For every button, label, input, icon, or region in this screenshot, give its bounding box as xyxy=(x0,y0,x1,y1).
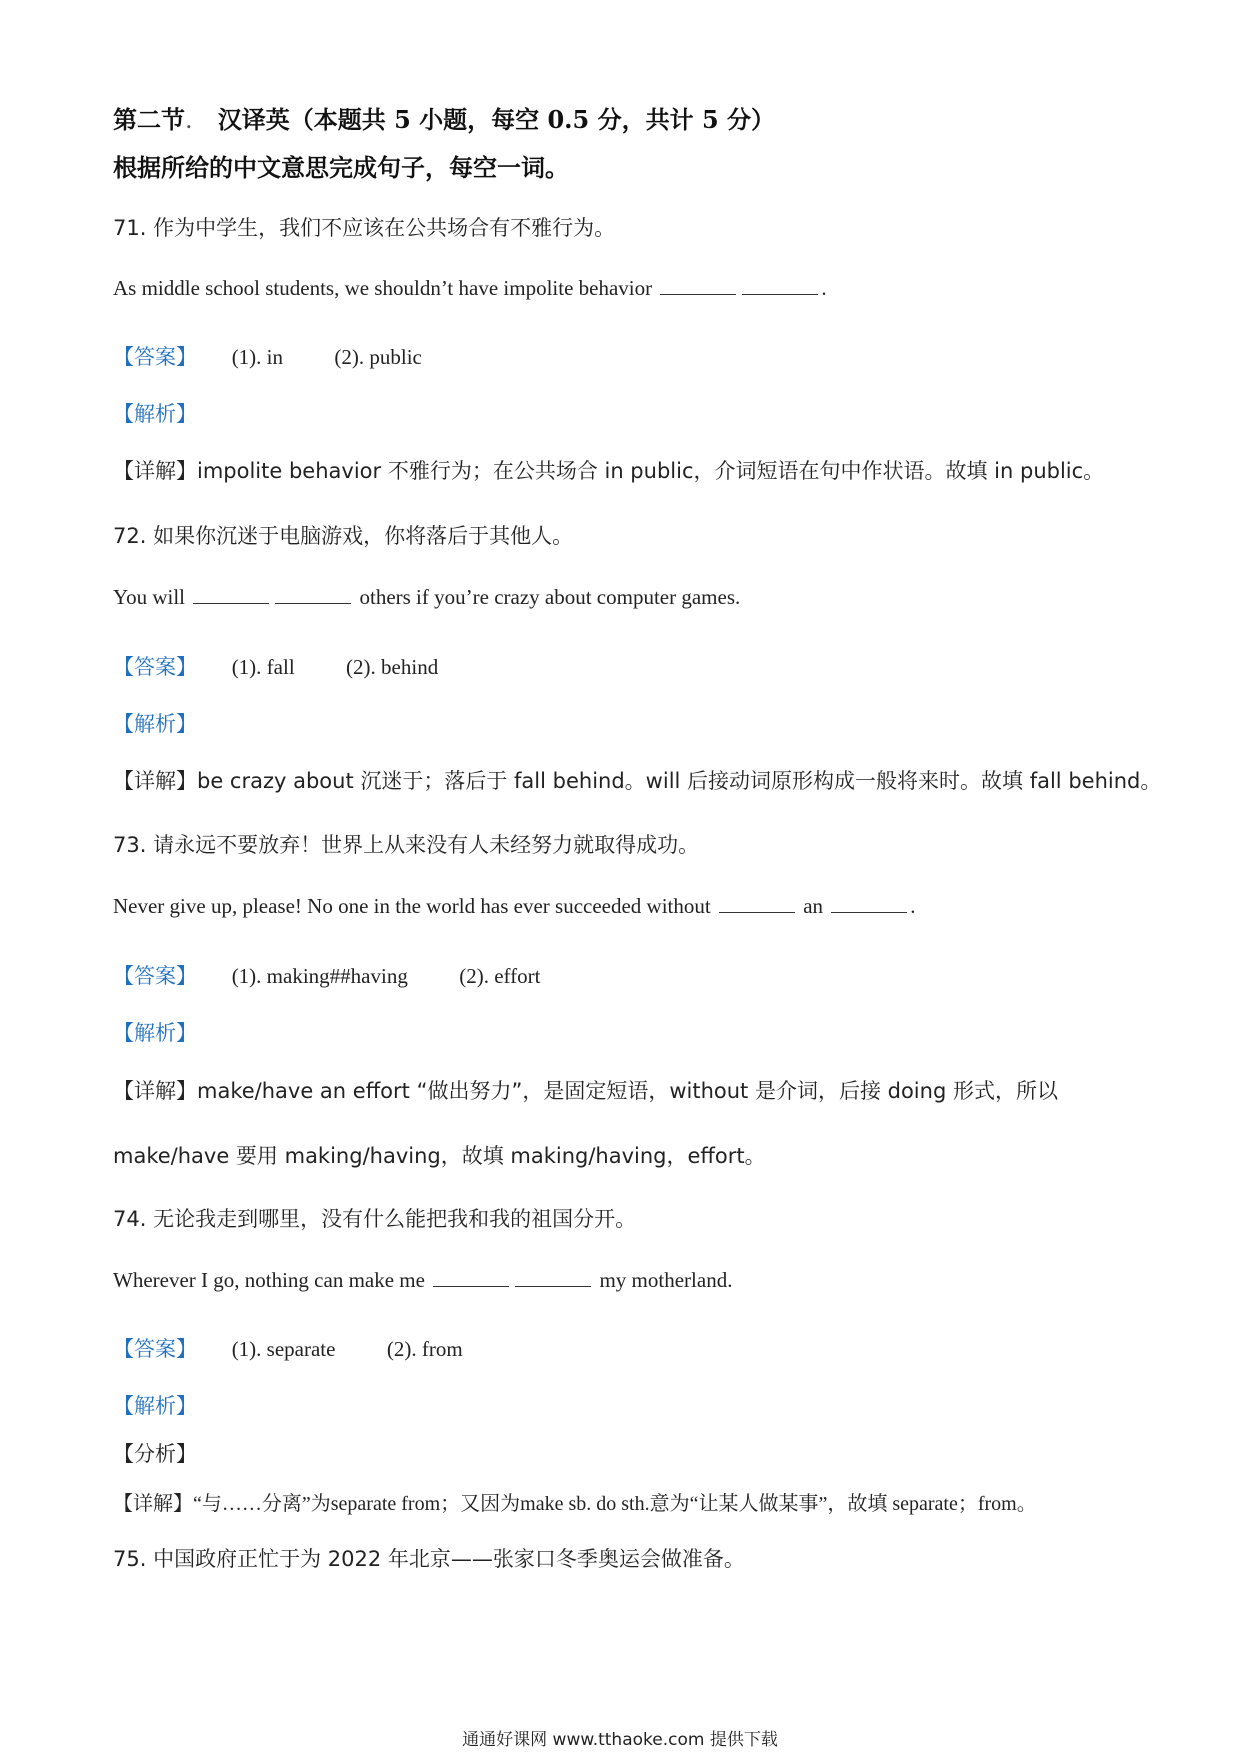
question-75-cn: 75. 中国政府正忙于为 2022 年北京——张家口冬季奥运会做准备。 xyxy=(113,1547,745,1571)
blank-2 xyxy=(742,276,818,295)
question-73-en: Never give up, please! No one in the world has ever succeeded without an . xyxy=(113,894,916,918)
section-heading: 第二节. 汉译英（本题共 5 小题，每空 0.5 分，共计 5 分） xyxy=(113,105,776,134)
fenxi-label-74: 【分析】 xyxy=(113,1442,197,1466)
blank-1 xyxy=(719,894,795,913)
detail-74: 【详解】“与……分离”为separate from；又因为make sb. do sth.意为“让某人做某事”，故填 separate；from。 xyxy=(113,1491,1037,1515)
detail-73-line1: 【详解】make/have an effort “做出努力”，是固定短语，without 是介词，后接 doing 形式，所以 xyxy=(113,1079,1058,1103)
answer-71-2: (2). public xyxy=(334,345,422,369)
answer-label: 【答案】 xyxy=(113,964,197,988)
question-72-en: You will others if you’re crazy about computer games. xyxy=(113,585,741,609)
page-footer: 通通好课网 www.tthaoke.com 提供下载 xyxy=(462,1730,778,1750)
answer-74-1: (1). separate xyxy=(231,1337,336,1361)
blank-1 xyxy=(660,276,736,295)
analysis-label-73: 【解析】 xyxy=(113,1021,197,1045)
question-71-en: As middle school students, we shouldn’t have impolite behavior . xyxy=(113,276,827,300)
answer-71-1: (1). in xyxy=(231,345,284,369)
answer-72-1: (1). fall xyxy=(231,655,295,679)
answer-74 xyxy=(113,1333,1133,1363)
question-74-cn: 74. 无论我走到哪里，没有什么能把我和我的祖国分开。 xyxy=(113,1207,637,1231)
question-74-en: Wherever I go, nothing can make me my motherland. xyxy=(113,1268,733,1292)
answer-label: 【答案】 xyxy=(113,655,197,679)
blank-1 xyxy=(433,1268,509,1287)
section-title: 第二节 xyxy=(113,105,185,134)
answer-label: 【答案】 xyxy=(113,1337,197,1361)
question-72-cn: 72. 如果你沉迷于电脑游戏，你将落后于其他人。 xyxy=(113,524,574,548)
blank-2 xyxy=(515,1268,591,1287)
answer-72-2: (2). behind xyxy=(346,655,439,679)
blank-1 xyxy=(193,585,269,604)
answer-73-1: (1). making##having xyxy=(231,964,408,988)
detail-72: 【详解】be crazy about 沉迷于；落后于 fall behind。will 后接动词原形构成一般将来时。故填 fall behind。 xyxy=(113,769,1162,793)
blank-2 xyxy=(831,894,907,913)
analysis-label-74: 【解析】 xyxy=(113,1394,197,1418)
detail-73-line2: make/have 要用 making/having，故填 making/having，effort。 xyxy=(113,1144,766,1168)
section-instruction: 根据所给的中文意思完成句子，每空一词。 xyxy=(113,153,569,182)
answer-label: 【答案】 xyxy=(113,345,197,369)
answer-73-2: (2). effort xyxy=(459,964,541,988)
answer-72 xyxy=(113,651,1133,681)
analysis-label-71: 【解析】 xyxy=(113,402,197,426)
detail-71: 【详解】impolite behavior 不雅行为；在公共场合 in public，介词短语在句中作状语。故填 in public。 xyxy=(113,459,1105,483)
answer-71 xyxy=(113,341,1133,371)
answer-73 xyxy=(113,960,1133,990)
analysis-label-72: 【解析】 xyxy=(113,712,197,736)
section-subtitle: 汉译英（本题共 5 小题，每空 0.5 分，共计 5 分） xyxy=(217,105,776,134)
answer-74-2: (2). from xyxy=(386,1337,463,1361)
question-73-cn: 73. 请永远不要放弃！世界上从来没有人未经努力就取得成功。 xyxy=(113,833,700,857)
blank-2 xyxy=(275,585,351,604)
question-71-cn: 71. 作为中学生，我们不应该在公共场合有不雅行为。 xyxy=(113,216,616,240)
